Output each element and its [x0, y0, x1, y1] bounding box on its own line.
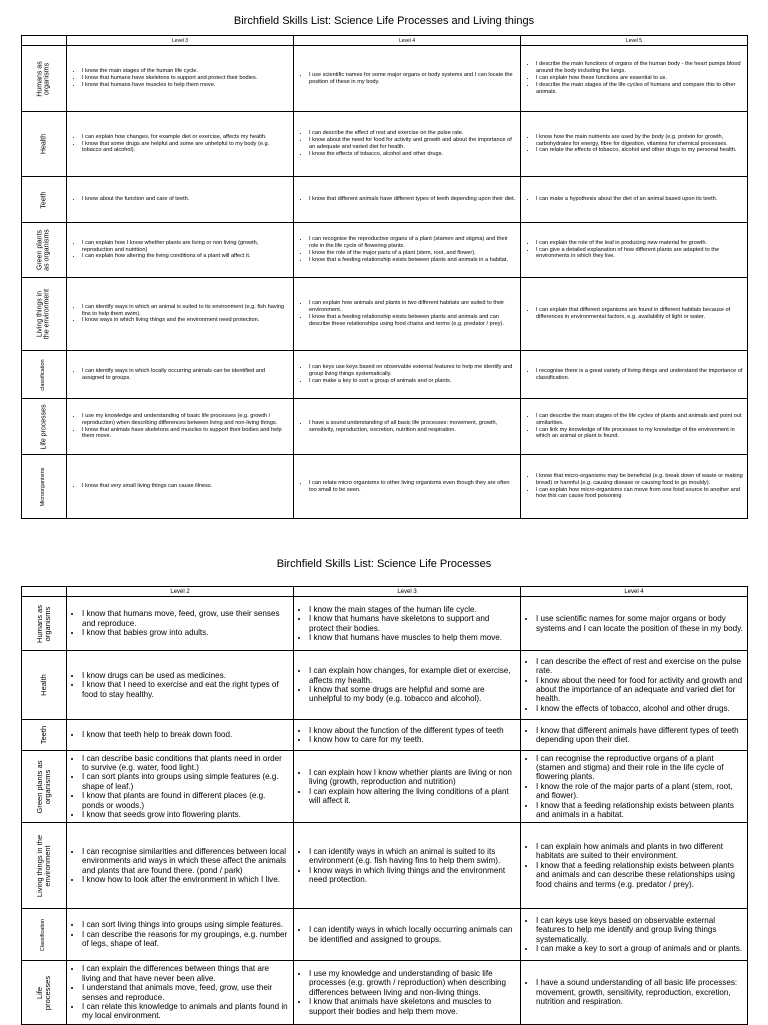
skill-item: • I can make a key to sort a group of animals and or plants.: [309, 378, 516, 385]
skill-item: • I know about the function of the different types of teeth: [309, 726, 516, 735]
skill-list: [294, 605, 520, 643]
skill-item: • I use my knowledge and understanding of basic life processes (e.g. growth / reproduction) when describing differences between living and non-living things.: [82, 413, 289, 427]
skill-item: • I know how the main nutrients are used by the body (e.g. protein for growth, carbohydrates for energy, fibre for digestion, vitamins for chemical processes.: [536, 134, 743, 148]
table-row: [22, 597, 748, 651]
skill-list: [521, 240, 747, 260]
skill-item: • I can make a hypothesis about the diet of an animal based upon its teeth.: [536, 196, 743, 203]
skill-cell: [67, 597, 294, 651]
skill-item: • I can explain how altering the living conditions of a plant will affect it.: [309, 787, 516, 806]
skill-item: • I know that babies grow into adults.: [82, 628, 289, 637]
skill-list: [67, 196, 293, 203]
row-label-cell: [22, 112, 67, 177]
skill-item: • I know that seeds grow into flowering plants.: [82, 810, 289, 819]
skill-list: [294, 768, 520, 806]
skill-cell: [67, 720, 294, 751]
skill-list: [521, 307, 747, 321]
skill-cell: [521, 651, 748, 720]
skill-item: • I know that animals have skeletons and muscles to support their bodies and help them move.: [82, 427, 289, 441]
skill-list: [294, 364, 520, 384]
skill-item: • I can recognise the reproductive organs of a plant (stamen and stigma) and their role in the life cycle of flowering plants.: [309, 236, 516, 250]
skill-list: [294, 726, 520, 745]
table-row: [22, 399, 748, 455]
page-title: Birchfield Skills List: Science Life Processes: [276, 558, 492, 570]
row-label-cell: [22, 720, 67, 751]
skill-cell: [294, 46, 521, 112]
skill-list: [294, 847, 520, 885]
skill-item: • I know drugs can be used as medicines.: [82, 671, 289, 680]
skill-item: • I can explain how these functions are essential to us.: [536, 75, 743, 82]
skill-item: • I can explain that different organisms are found in different habitats because of differences in environmental factors, e.g. availability of light or water.: [536, 307, 743, 321]
skill-list: [294, 236, 520, 263]
skill-list: [67, 483, 293, 490]
skill-item: • I can explain the role of the leaf in producing new material for growth.: [536, 240, 743, 247]
skill-list: [294, 420, 520, 434]
table-row: [22, 961, 748, 1025]
skill-item: • I understand that animals move, feed, grow, use their senses and reproduce.: [82, 983, 289, 1002]
skill-list: [521, 657, 747, 713]
level-header: Level 2: [67, 587, 294, 597]
skill-item: • I have a sound understanding of all basic life processes: movement, growth, sensitivity, reproduction, excretion, nutrition and respiration.: [309, 420, 516, 434]
skill-list: [294, 196, 520, 203]
skill-list: [521, 473, 747, 500]
table-row: [22, 278, 748, 351]
skill-item: • I know that very small living things can cause illness.: [82, 483, 289, 490]
level-header: Level 4: [521, 587, 748, 597]
level-header: Level 3: [294, 587, 521, 597]
skill-cell: [521, 455, 748, 519]
skill-item: • I can recognise the reproductive organs of a plant (stamen and stigma) and their role in the life cycle of flowering plants.: [536, 754, 743, 782]
skill-cell: [294, 961, 521, 1025]
skill-cell: [294, 651, 521, 720]
skill-cell: [521, 399, 748, 455]
skill-cell: [294, 720, 521, 751]
skill-item: • I can explain how altering the living conditions of a plant will affect it.: [82, 253, 289, 260]
skill-item: • I know that a feeding relationship exists between plants and animals and can describe these relationships using food chains and terms (e.g. predator / prey).: [536, 861, 743, 889]
row-label: Microorganisms: [40, 467, 47, 506]
skill-cell: [67, 177, 294, 223]
row-label-cell: [22, 46, 67, 112]
skill-cell: [67, 46, 294, 112]
skill-item: • I know the main stages of the human life cycle.: [82, 68, 289, 75]
skill-list: [67, 368, 293, 382]
skill-cell: [521, 177, 748, 223]
skill-item: • I know that some drugs are helpful and some are unhelpful to my body (e.g. tobacco and alcohol).: [82, 141, 289, 155]
row-label-cell: [22, 651, 67, 720]
skill-list: [67, 671, 293, 699]
skill-list: [67, 920, 293, 948]
skill-item: • I can explain how animals and plants in two different habitats are suited to their environment.: [536, 842, 743, 861]
skill-item: • I know how to care for my teeth.: [309, 735, 516, 744]
skill-cell: [67, 823, 294, 909]
skill-item: • I can describe the reasons for my groupings, e.g. number of legs, shape of leaf.: [82, 930, 289, 949]
corner-cell: [22, 36, 67, 46]
table-row: [22, 651, 748, 720]
corner-cell: [22, 587, 67, 597]
table-header-row: [22, 36, 748, 46]
table-row: [22, 751, 748, 823]
skill-list: [67, 304, 293, 324]
skill-item: • I recognise there is a great variety of living things and understand the importance of classification.: [536, 368, 743, 382]
row-label-cell: [22, 278, 67, 351]
skill-cell: [67, 651, 294, 720]
skill-list: [67, 134, 293, 154]
skill-cell: [521, 751, 748, 823]
skill-cell: [67, 455, 294, 519]
skill-item: • I describe the main stages of the life cycles of humans and compare this to other animals.: [536, 82, 743, 96]
skill-list: [294, 72, 520, 86]
skill-item: • I can identify ways in which an animal is suited to its environment (e.g. fish having fins to help them swim).: [309, 847, 516, 866]
skill-item: • I can explain how micro-organisms can move from one food source to another and how this can cause food poisoning: [536, 487, 743, 501]
skill-list: [521, 842, 747, 889]
skill-cell: [294, 909, 521, 961]
skill-list: [67, 730, 293, 739]
skill-list: [521, 754, 747, 820]
skill-item: • I know about the need for food for activity and growth and about the importance of an adequate and varied diet for health.: [536, 676, 743, 704]
skill-cell: [294, 823, 521, 909]
skill-item: • I know ways in which living things and the environment need protection.: [309, 866, 516, 885]
skill-item: • I know that humans have skeletons to support and protect their bodies.: [82, 75, 289, 82]
skill-item: • I use scientific names for some major organs or body systems and I can locate the position of these in my body.: [309, 72, 516, 86]
skill-list: [67, 754, 293, 820]
skill-item: • I can relate the effects of tobacco, alcohol and other drugs to my personal health.: [536, 147, 743, 154]
skill-item: • I know that animals have skeletons and muscles to support their bodies and help them move.: [309, 997, 516, 1016]
skill-item: • I know about the function and care of teeth.: [82, 196, 289, 203]
level-header: Level 3: [67, 36, 294, 46]
skill-item: • I can identify ways in which locally occurring animals can be identified and assigned to groups.: [82, 368, 289, 382]
skill-cell: [294, 223, 521, 278]
skill-item: • I can describe the effect of rest and exercise on the pulse rate.: [536, 657, 743, 676]
skill-item: • I can sort living things into groups using simple features.: [82, 920, 289, 929]
table-row: [22, 720, 748, 751]
row-label: Teeth: [40, 190, 48, 209]
row-label-cell: [22, 909, 67, 961]
skill-item: • I know that humans move, feed, grow, use their senses and reproduce.: [82, 609, 289, 628]
skill-item: • I know that a feeding relationship exists between plants and animals in a habitat.: [536, 801, 743, 820]
skill-cell: [67, 751, 294, 823]
skill-list: [521, 614, 747, 633]
table-row: [22, 46, 748, 112]
skills-table-levels-2-4: [21, 586, 748, 1025]
row-label: Green plants as organisms: [35, 760, 52, 813]
skill-item: • I know that different animals have different types of teeth depending upon their diet.: [309, 196, 516, 203]
skill-item: • I can explain how animals and plants in two different habitats are suited to their environment.: [309, 300, 516, 314]
skill-item: • I can give a detailed explanation of how different plants are adapted to the environments in which they live.: [536, 247, 743, 261]
row-label-cell: [22, 223, 67, 278]
skill-cell: [294, 177, 521, 223]
skill-list: [294, 480, 520, 494]
skill-list: [294, 969, 520, 1016]
skill-cell: [294, 751, 521, 823]
skill-cell: [521, 909, 748, 961]
skill-item: • I use my knowledge and understanding of basic life processes (e.g. growth / reproduction) when describing differences between living and non-living things.: [309, 969, 516, 997]
skill-list: [521, 413, 747, 440]
skill-list: [521, 134, 747, 154]
skill-item: • I know that humans have skeletons to support and protect their bodies.: [309, 614, 516, 633]
skill-list: [67, 964, 293, 1020]
skill-item: • I can describe the effect of rest and exercise on the pulse rate.: [309, 130, 516, 137]
skill-item: • I use scientific names for some major organs or body systems and I can locate the position of these in my body.: [536, 614, 743, 633]
skill-item: • I know that micro-organisms may be beneficial (e.g. break down of waste or making bread) or harmful (e.g. causing disease or causing food to go mouldy).: [536, 473, 743, 487]
row-label: Health: [39, 674, 49, 696]
skill-list: [521, 368, 747, 382]
skill-list: [294, 666, 520, 704]
row-label: Life processes: [35, 975, 52, 1010]
skill-item: • I know the main stages of the human life cycle.: [309, 605, 516, 614]
skill-list: [521, 61, 747, 95]
skill-item: • I know the role of the major parts of a plant (stem, root, and flower).: [309, 250, 516, 257]
table-row: [22, 823, 748, 909]
row-label: classification: [40, 358, 47, 391]
skill-cell: [521, 823, 748, 909]
table-row: [22, 223, 748, 278]
page-title: Birchfield Skills List: Science Life Processes and Living things: [233, 15, 535, 27]
row-label-cell: [22, 177, 67, 223]
skill-item: • I know about the need for food for activity and growth and about the importance of an adequate and varied diet for health.: [309, 137, 516, 151]
skill-list: [521, 978, 747, 1006]
skill-item: • I can explain how I know whether plants are living or non living (growth, reproduction and nutrition): [309, 768, 516, 787]
skill-item: • I know how to look after the environment in which I live.: [82, 875, 289, 884]
row-label: Living things in the environment: [35, 834, 52, 897]
skill-item: • I know the effects of tobacco, alcohol and other drugs.: [309, 151, 516, 158]
skill-item: • I can keys use keys based on observable external features to help me identify and group living things systematically.: [309, 364, 516, 378]
skill-cell: [521, 961, 748, 1025]
skill-item: • I can explain how changes, for example diet or exercise, affects my health.: [309, 666, 516, 685]
skill-cell: [521, 278, 748, 351]
row-label-cell: [22, 961, 67, 1025]
skill-list: [67, 68, 293, 88]
skill-cell: [521, 720, 748, 751]
table-row: [22, 112, 748, 177]
skill-list: [521, 916, 747, 954]
skill-list: [521, 196, 747, 203]
table-header-row: [22, 587, 748, 597]
skill-cell: [67, 399, 294, 455]
skill-cell: [521, 112, 748, 177]
skill-item: • I can explain the differences between things that are living and that have never been alive.: [82, 964, 289, 983]
skill-cell: [521, 223, 748, 278]
level-header: Level 4: [294, 36, 521, 46]
skill-list: [521, 726, 747, 745]
row-label-cell: [22, 351, 67, 399]
skill-item: • I know the effects of tobacco, alcohol and other drugs.: [536, 704, 743, 713]
skill-cell: [294, 399, 521, 455]
skill-cell: [294, 278, 521, 351]
row-label-cell: [22, 823, 67, 909]
skill-item: • I can identify ways in which locally occurring animals can be identified and assigned to groups.: [309, 925, 516, 944]
row-label-cell: [22, 597, 67, 651]
skill-item: • I can recognise similarities and differences between local environments and ways in which these affect the animals and plants that are found there. (pond / park): [82, 847, 289, 875]
skill-list: [294, 300, 520, 327]
row-label: Humans as organisms: [35, 604, 52, 643]
table-row: [22, 177, 748, 223]
skill-cell: [294, 455, 521, 519]
skill-cell: [67, 112, 294, 177]
row-label: Green plants as organisms: [36, 229, 51, 271]
skill-item: • I know that teeth help to break down food.: [82, 730, 289, 739]
skill-cell: [67, 278, 294, 351]
skill-item: • I know ways in which living things and the environment need protection.: [82, 317, 289, 324]
skill-item: • I know that I need to exercise and eat the right types of food to stay healthy.: [82, 680, 289, 699]
skill-list: [294, 130, 520, 157]
skill-list: [294, 925, 520, 944]
skill-item: • I can make a key to sort a group of animals and or plants.: [536, 944, 743, 953]
skill-item: • I can relate micro organisms to other living organisms even though they are often too small to be seen.: [309, 480, 516, 494]
row-label: Classification: [40, 918, 47, 951]
skill-item: • I can explain how I know whether plants are living or non living (growth, reproduction and nutrition): [82, 240, 289, 254]
skill-item: • I can explain how changes, for example diet or exercise, affects my health.: [82, 134, 289, 141]
table-row: [22, 909, 748, 961]
skill-item: • I know that plants are found in different places (e.g. ponds or woods.): [82, 791, 289, 810]
skill-item: • I know the role of the major parts of a plant (stem, root, and flower).: [536, 782, 743, 801]
skill-item: • I describe the main functions of organs of the human body - the heart pumps blood around the body including the lungs.: [536, 61, 743, 75]
skill-cell: [521, 597, 748, 651]
skill-item: • I know that a feeding relationship exists between plants and animals in a habitat.: [309, 257, 516, 264]
row-label-cell: [22, 399, 67, 455]
table-body: [22, 46, 748, 519]
skill-cell: [67, 223, 294, 278]
skill-cell: [521, 351, 748, 399]
row-label: Humans as organisms: [36, 60, 51, 97]
skill-list: [67, 240, 293, 260]
skill-item: • I know that a feeding relationship exists between plants and animals and can describe these relationships using food chains and terms (e.g. predator / prey).: [309, 314, 516, 328]
skill-item: • I know that some drugs are helpful and some are unhelpful to my body (e.g. tobacco and alcohol).: [309, 685, 516, 704]
skill-item: • I can keys use keys based on observable external features to help me identify and group living things systematically.: [536, 916, 743, 944]
table-row: [22, 455, 748, 519]
skill-list: [67, 413, 293, 440]
level-header: Level 5: [521, 36, 748, 46]
skill-item: • I can relate this knowledge to animals and plants found in my local environment.: [82, 1002, 289, 1021]
skill-item: • I can sort plants into groups using simple features (e.g. shape of leaf.): [82, 772, 289, 791]
skill-list: [67, 609, 293, 637]
table-body: [22, 597, 748, 1025]
skill-item: • I can describe basic conditions that plants need in order to survive (e.g. water, food light.): [82, 754, 289, 773]
row-label: Living things in the environment: [36, 288, 51, 340]
skill-item: • I can describe the main stages of the life cycles of plants and animals and point out similarities.: [536, 413, 743, 427]
skill-cell: [67, 909, 294, 961]
skill-item: • I can identify ways in which an animal is suited to its environment (e.g. fish having fins to help them swim).: [82, 304, 289, 318]
skill-cell: [521, 46, 748, 112]
skill-cell: [67, 351, 294, 399]
skill-item: • I know that humans have muscles to help them move.: [309, 633, 516, 642]
row-label-cell: [22, 455, 67, 519]
row-label: Health: [40, 133, 48, 155]
skill-cell: [294, 597, 521, 651]
skill-item: • I know that humans have muscles to help them move.: [82, 82, 289, 89]
skill-item: • I can link my knowledge of life processes to my knowledge of the environment in which an animal or plant is found.: [536, 427, 743, 441]
skill-cell: [294, 351, 521, 399]
skill-cell: [67, 961, 294, 1025]
skill-list: [67, 847, 293, 885]
row-label-cell: [22, 751, 67, 823]
row-label: Life processes: [40, 403, 48, 450]
skills-table-levels-3-5: [21, 35, 748, 519]
table-row: [22, 351, 748, 399]
row-label: Teeth: [39, 725, 49, 745]
skill-item: • I know that different animals have different types of teeth depending upon their diet.: [536, 726, 743, 745]
skill-cell: [294, 112, 521, 177]
skill-item: • I have a sound understanding of all basic life processes: movement, growth, sensitivity, reproduction, excretion, nutrition and respiration.: [536, 978, 743, 1006]
